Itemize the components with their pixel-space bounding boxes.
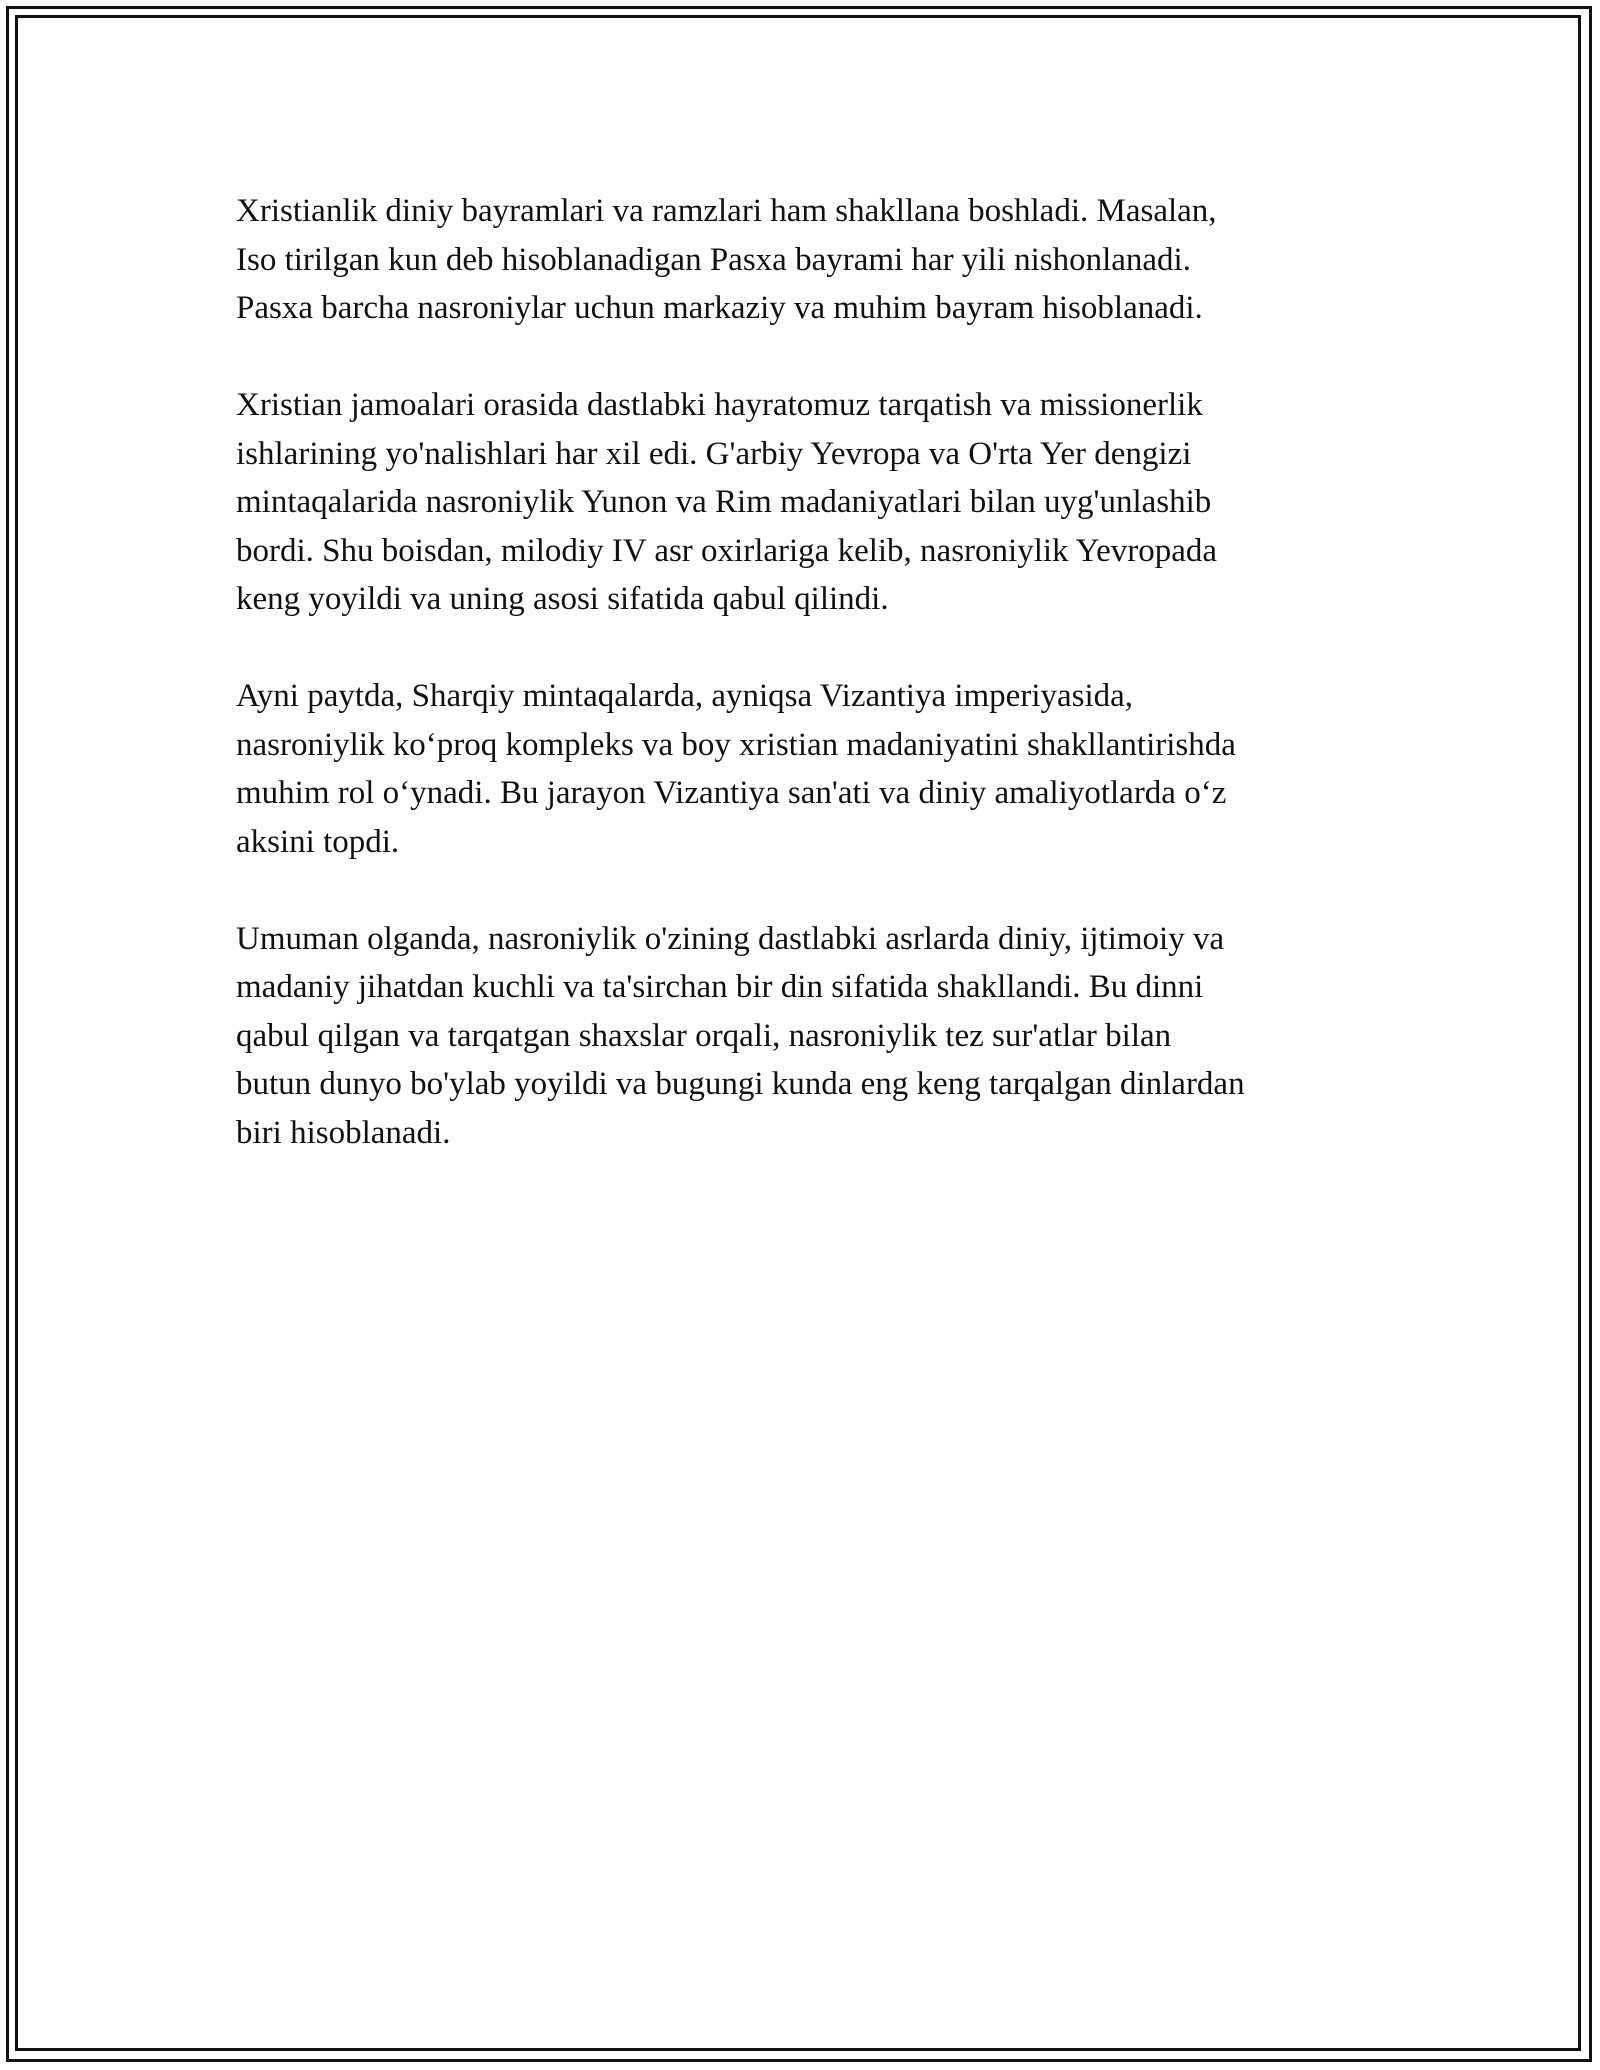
text-line: Pasxa barcha nasroniylar uchun markaziy va muhim bayram hisoblanadi. bbox=[236, 290, 1203, 326]
text-line: muhim rol o‘ynadi. Bu jarayon Vizantiya san'ati va diniy amaliyotlarda o‘z bbox=[236, 775, 1227, 811]
text-line: biri hisoblanadi. bbox=[236, 1114, 451, 1151]
text-line: qabul qilgan va tarqatgan shaxslar orqali, nasroniylik tez sur'atlar bilan bbox=[236, 1017, 1172, 1054]
paragraph-3 bbox=[236, 672, 1366, 866]
text-line: Xristian jamoalari orasida dastlabki hayratomuz tarqatish va missionerlik bbox=[236, 387, 1203, 423]
text-line: bordi. Shu boisdan, milodiy IV asr oxirlariga kelib, nasroniylik Yevropada bbox=[236, 532, 1218, 569]
text-line: butun dunyo bo'ylab yoyildi va bugungi kunda eng keng tarqalgan dinlardan bbox=[236, 1066, 1245, 1102]
document-body bbox=[236, 187, 1366, 1206]
text-line: ishlarining yo'nalishlari har xil edi. G'arbiy Yevropa va O'rta Yer dengizi bbox=[236, 435, 1192, 472]
text-line: madaniy jihatdan kuchli va ta'sirchan bir din sifatida shakllandi. Bu dinni bbox=[236, 969, 1204, 1005]
text-line: nasroniylik ko‘proq kompleks va boy xristian madaniyatini shakllantirishda bbox=[236, 726, 1236, 763]
paragraph-4 bbox=[236, 915, 1366, 1158]
paragraph-1 bbox=[236, 187, 1366, 333]
text-line: keng yoyildi va uning asosi sifatida qabul qilindi. bbox=[236, 581, 889, 617]
text-line: Ayni paytda, Sharqiy mintaqalarda, ayniqsa Vizantiya imperiyasida, bbox=[236, 678, 1134, 714]
paragraph-2 bbox=[236, 381, 1366, 624]
text-line: Umuman olganda, nasroniylik o'zining dastlabki asrlarda diniy, ijtimoiy va bbox=[236, 920, 1225, 957]
text-line: aksini topdi. bbox=[236, 823, 400, 860]
text-line: Iso tirilgan kun deb hisoblanadigan Pasxa bayrami har yili nishonlanadi. bbox=[236, 241, 1191, 278]
text-line: Xristianlik diniy bayramlari va ramzlari ham shakllana boshladi. Masalan, bbox=[236, 193, 1217, 229]
text-line: mintaqalarida nasroniylik Yunon va Rim madaniyatlari bilan uyg'unlashib bbox=[236, 484, 1212, 520]
